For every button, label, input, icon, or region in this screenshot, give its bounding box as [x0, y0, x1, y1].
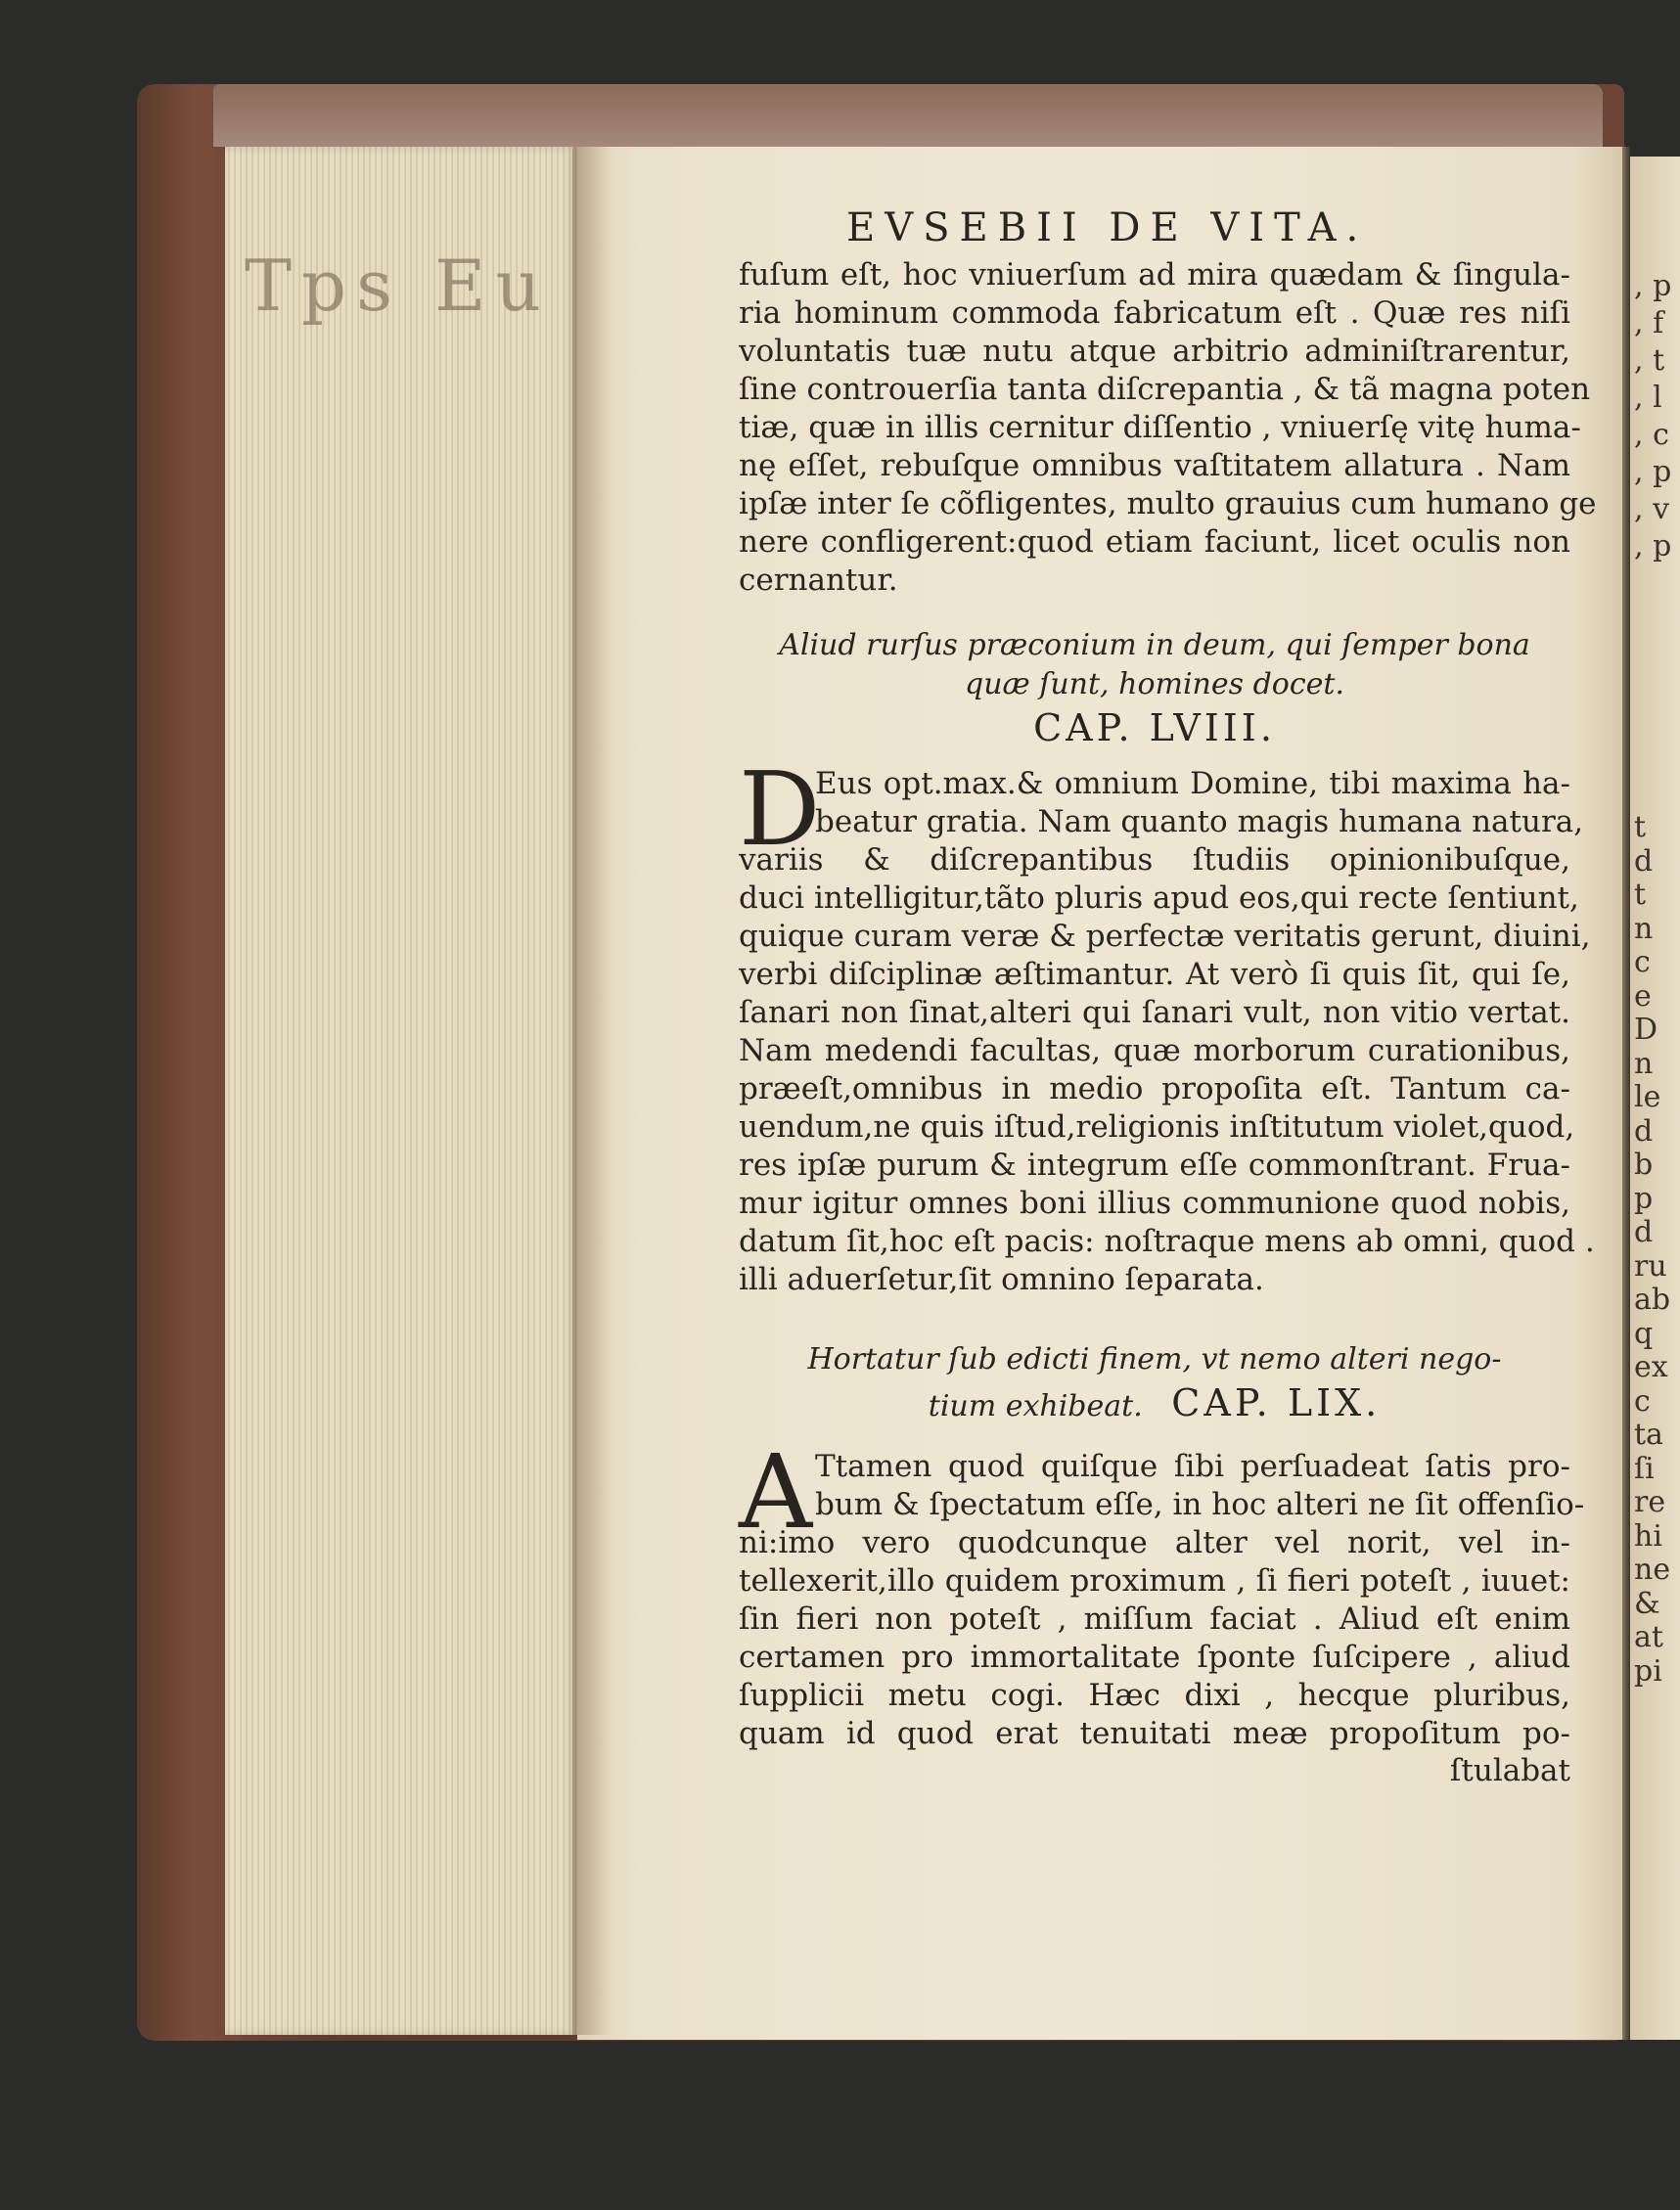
chapter-58-title-line-2: quæ ſunt, homines docet. — [965, 667, 1344, 701]
facing-page-fragment: t — [1634, 878, 1647, 912]
text-line: Ttamen quod quiſque ſibi perſuadeat ſatis pro- — [815, 1449, 1570, 1484]
facing-page-fragment: t — [1634, 810, 1647, 844]
text-line: datum ſit,hoc eſt pacis: noſtraque mens ab omni, quod . — [739, 1224, 1595, 1259]
text-line: nę eſſet, rebuſque omnibus vaſtitatem allatura . Nam — [739, 448, 1570, 483]
facing-page-fragment: e — [1634, 978, 1652, 1014]
chapter-59-title-line-1: Hortatur ſub edicti finem, vt nemo alteri nego- — [807, 1342, 1502, 1376]
drop-cap-a: A — [739, 1432, 813, 1552]
facing-page-fragment: , f — [1634, 306, 1664, 340]
facing-page-fragment: , l — [1634, 381, 1662, 415]
text-line: tiæ, quæ in illis cernitur diſſentio , vniuerſę vitę huma- — [739, 410, 1581, 445]
fore-edge-inscription: Tps Eu — [245, 245, 551, 327]
facing-page-fragment: d — [1634, 843, 1654, 879]
text-line: ria hominum commoda fabricatum eſt . Quæ res niſi — [739, 295, 1570, 331]
facing-page-fragment: c — [1634, 945, 1651, 979]
running-header: EVSEBII DE VITA. — [846, 205, 1369, 250]
facing-page-fragment: n — [1634, 911, 1654, 946]
chapter-59 — [739, 1340, 1585, 1788]
facing-page-fragment: & — [1634, 1586, 1660, 1621]
facing-page-fragment: d — [1634, 1215, 1654, 1249]
facing-page-fragment: , v — [1634, 492, 1670, 526]
text-line: ſanari non ſinat,alteri qui ſanari vult, non vitio vertat. — [739, 995, 1570, 1030]
facing-page-fragment: ex — [1634, 1350, 1668, 1384]
facing-page-fragment: , t — [1634, 343, 1665, 378]
facing-page-fragment: ab — [1634, 1283, 1671, 1317]
chapter-58-body — [739, 749, 1595, 1299]
text-line: Nam medendi facultas, quæ morborum curationibus, — [739, 1033, 1570, 1068]
text-line: ſin fieri non poteſt , miſſum faciat . Aliud eſt enim — [739, 1601, 1570, 1637]
text-line: beatur gratia. Nam quanto magis humana natura, — [815, 804, 1584, 839]
text-line: Eus opt.max.& omnium Domine, tibi maxima ha- — [815, 766, 1570, 801]
chapter-59-body — [739, 1432, 1585, 1753]
text-line: duci intelligitur,tãto pluris apud eos,qui recte ſentiunt, — [739, 880, 1579, 916]
chapter-59-title-text: tium exhibeat. — [928, 1389, 1143, 1423]
text-line: bum & ſpectatum eſſe, in hoc alteri ne ſit offenſio- — [815, 1487, 1585, 1522]
facing-page-fragment: ſi — [1634, 1451, 1655, 1486]
text-line: nere confligerent:quod etiam faciunt, licet oculis non — [739, 524, 1570, 560]
facing-page-fragment: d — [1634, 1113, 1654, 1149]
facing-page-fragment: D — [1634, 1013, 1658, 1047]
facing-page-fragment: ru — [1634, 1248, 1667, 1284]
text-line: ſine controuerſia tanta diſcrepantia , & tã magna poten — [739, 372, 1591, 407]
text-line: res ipſæ purum & integrum eſſe commonſtrant. Frua- — [739, 1148, 1570, 1183]
facing-page-fragment: ne — [1634, 1553, 1671, 1587]
chapter-59-heading: CAP. LIX. — [1171, 1381, 1382, 1424]
text-line: ſupplicii metu cogi. Hæc dixi , hecque pluribus, — [739, 1678, 1570, 1713]
text-line: quique curam veræ & perfectæ veritatis gerunt, diuini, — [739, 919, 1591, 954]
facing-page-fragment: re — [1634, 1485, 1666, 1519]
catchword: ſtulabat — [1449, 1753, 1570, 1788]
drop-cap-d: D — [739, 749, 821, 869]
page-edges — [225, 147, 577, 2035]
facing-page-fragment: n — [1634, 1046, 1654, 1081]
facing-page-fragment: b — [1634, 1148, 1654, 1182]
text-line: quam id quod erat tenuitati meæ propoſitum po- — [739, 1716, 1570, 1751]
facing-page-fragment: ta — [1634, 1418, 1663, 1452]
paragraph-top — [739, 256, 1597, 600]
text-line: voluntatis tuæ nutu atque arbitrio adminiſtrarentur, — [739, 334, 1570, 369]
text-line: ni:imo vero quodcunque alter vel norit, vel in- — [739, 1525, 1570, 1560]
facing-page-fragment: pi — [1634, 1653, 1662, 1689]
text-line: mur igitur omnes boni illius communione quod nobis, — [739, 1186, 1570, 1221]
facing-page-fragment: hi — [1634, 1518, 1662, 1554]
text-line: illi aduerſetur,ſit omnino ſeparata. — [739, 1262, 1264, 1297]
facing-page-fragment: p — [1634, 1181, 1654, 1216]
text-line: uendum,ne quis iſtud,religionis inſtitutum violet,quod, — [739, 1109, 1575, 1145]
facing-page-fragment: , p — [1634, 269, 1672, 303]
facing-page-fragment: , p — [1634, 529, 1672, 564]
text-line: certamen pro immortalitate ſponte ſuſcipere , aliud — [739, 1640, 1570, 1675]
facing-page-fragment: , c — [1634, 418, 1669, 452]
facing-page-fragment: le — [1634, 1080, 1661, 1114]
gutter-shadow — [572, 147, 612, 2035]
text-line: præeſt,omnibus in medio propoſita eſt. Tantum ca- — [739, 1071, 1570, 1106]
facing-page-fragment: c — [1634, 1383, 1651, 1419]
facing-page-fragment: , p — [1634, 455, 1672, 489]
page-fold — [1622, 147, 1630, 2040]
chapter-58 — [739, 626, 1595, 1299]
text-line: ipſæ inter ſe cõfligentes, multo grauius cum humano ge — [739, 486, 1597, 521]
chapter-58-heading: CAP. LVIII. — [1033, 706, 1276, 749]
text-line: fuſum eſt, hoc vniuerſum ad mira quædam & ſingula- — [739, 257, 1570, 293]
chapter-58-title-line-1: Aliud rurſus præconium in deum, qui ſemper bona — [779, 628, 1530, 662]
facing-page-fragment: at — [1634, 1620, 1663, 1654]
text-line: cernantur. — [739, 563, 898, 598]
text-line: verbi diſciplinæ æſtimantur. At verò ſi quis ſit, qui ſe, — [739, 957, 1570, 992]
facing-page-fragment: q — [1634, 1316, 1654, 1351]
text-line: variis & diſcrepantibus ſtudiis opinionibuſque, — [739, 842, 1570, 878]
chapter-59-title-line-2 — [739, 1379, 1570, 1426]
book-spine-top — [213, 84, 1603, 147]
facing-page-strip — [1630, 157, 1680, 2040]
text-line: tellexerit,illo quidem proximum , ſi fieri poteſt , iuuet: — [739, 1563, 1570, 1599]
